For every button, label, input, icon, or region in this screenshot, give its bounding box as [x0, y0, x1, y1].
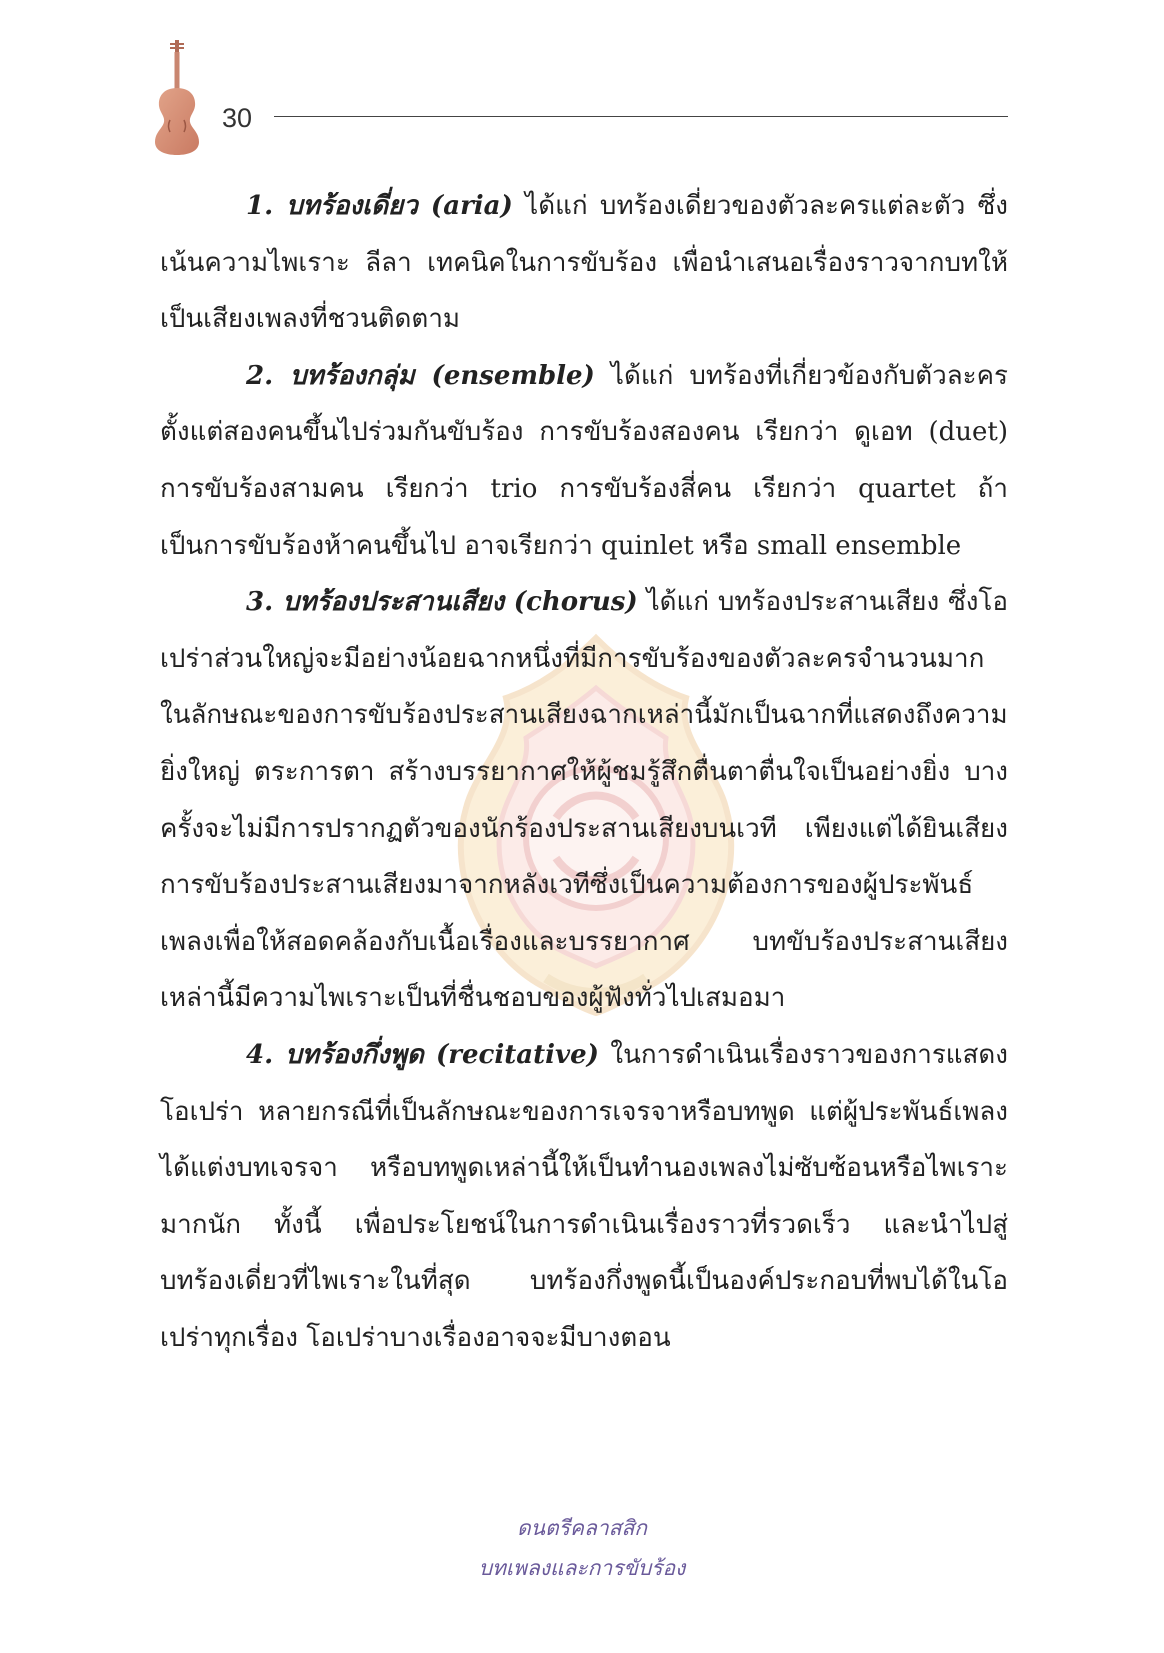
paragraph-text: ได้แก่ บทร้องเดี่ยวของตัวละครแต่ละตัว ซึ่งเน้นความไพเราะ ลีลา เทคนิคในการขับร้อง เพื่อนำเสนอเรื่องราวจากบทให้เป็นเสียงเพลงที่ชวนติดตาม	[160, 191, 1008, 335]
paragraph-text: ได้แก่ บทร้องประสานเสียง ซึ่งโอเปร่าส่วนใหญ่จะมีอย่างน้อยฉากหนึ่งที่มีการขับร้องของตัวละครจำนวนมากในลักษณะของการขับร้องประสานเสียงฉากเหล่านี้มักเป็นฉากที่แสดงถึงความยิ่งใหญ่ ตระการตา สร้างบรรยากาศให้ผู้ชมรู้สึกตื่นตาตื่นใจเป็นอย่างยิ่ง บางครั้งจะไม่มีการปรากฏตัวของนักร้องประสานเสียงบนเวที เพียงแต่ได้ยินเสียงการขับร้องประสานเสียงมาจากหลังเวทีซึ่งเป็นความต้องการของผู้ประพันธ์เพลงเพื่อให้สอดคล้องกับเนื้อเรื่องและบรรยากาศ บทขับร้องประสานเสียงเหล่านี้มีความไพเราะเป็นที่ชื่นชอบของผู้ฟังทั่วไปเสมอมา	[160, 587, 1008, 1014]
paragraph-aria	[160, 178, 1008, 348]
paragraph-heading: 1. บทร้องเดี่ยว (aria)	[246, 191, 513, 221]
page-number: 30	[222, 103, 253, 133]
paragraph-heading: 3. บทร้องประสานเสียง (chorus)	[246, 587, 638, 618]
paragraph-chorus	[160, 574, 1008, 1027]
paragraph-recitative	[160, 1027, 1008, 1367]
violin-icon	[152, 38, 202, 156]
footer-line-2: บทเพลงและการขับร้อง	[478, 1556, 686, 1580]
paragraph-text: ในการดำเนินเรื่องราวของการแสดงโอเปร่า หลายกรณีที่เป็นลักษณะของการเจรจาหรือบทพูด แต่ผู้ประพันธ์เพลงได้แต่งบทเจรจา หรือบทพูดเหล่านี้ให้เป็นทำนองเพลงไม่ซับซ้อนหรือไพเราะมากนัก ทั้งนี้ เพื่อประโยชน์ในการดำเนินเรื่องราวที่รวดเร็ว และนำไปสู่บทร้องเดี่ยวที่ไพเราะในที่สุด บทร้องกึ่งพูดนี้เป็นองค์ประกอบที่พบได้ในโอเปร่าทุกเรื่อง โอเปร่าบางเรื่องอาจจะมีบางตอน	[160, 1039, 1008, 1353]
paragraph-ensemble	[160, 348, 1008, 574]
paragraph-heading: 4. บทร้องกึ่งพูด (recitative)	[246, 1039, 599, 1070]
body-text	[160, 178, 1008, 1366]
paragraph-text: ได้แก่ บทร้องที่เกี่ยวข้องกับตัวละครตั้งแต่สองคนขึ้นไปร่วมกันขับร้อง การขับร้องสองคน เรียกว่า ดูเอท (duet) การขับร้องสามคน เรียกว่า trio การขับร้องสี่คน เรียกว่า quartet ถ้าเป็นการขับร้องห้าคนขึ้นไป อาจเรียกว่า quinlet หรือ small ensemble	[160, 360, 1008, 561]
footer-line-1: ดนตรีคลาสสิก	[517, 1516, 647, 1540]
header-rule	[274, 116, 1008, 117]
paragraph-heading: 2. บทร้องกลุ่ม (ensemble)	[246, 360, 595, 391]
